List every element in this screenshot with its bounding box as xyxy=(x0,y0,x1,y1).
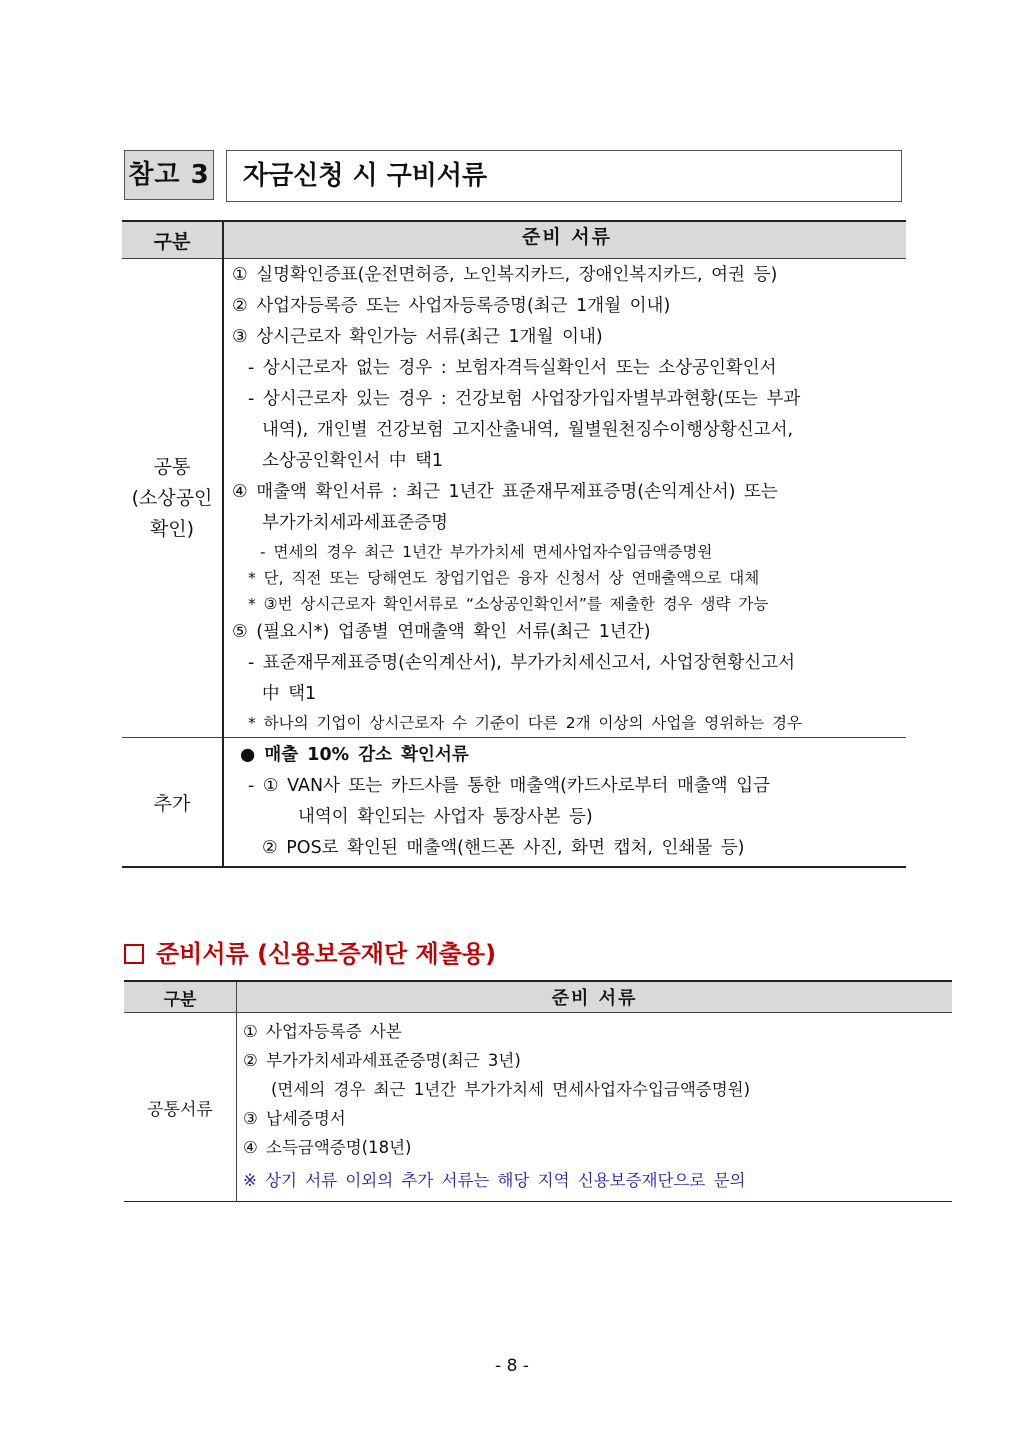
required-documents-table xyxy=(122,220,906,868)
checkbox-square-icon xyxy=(124,944,144,964)
doc-line: - 표준재무제표증명(손익계산서), 부가가치세신고서, 사업장현황신고서 xyxy=(248,653,796,673)
table-row-additional xyxy=(122,738,906,868)
table-row-common xyxy=(122,259,906,738)
doc-line: ⑤ (필요시*) 업종별 연매출액 확인 서류(최근 1년간) xyxy=(232,622,651,642)
section-heading xyxy=(124,934,496,974)
guarantee-foundation-documents-table xyxy=(124,980,952,1202)
doc-line: - ① VAN사 또는 카드사를 통한 매출액(카드사로부터 매출액 입금 xyxy=(248,776,771,796)
header-category: 구분 xyxy=(124,981,237,1013)
doc-line: ① 실명확인증표(운전면허증, 노인복지카드, 장애인복지카드, 여권 등) xyxy=(232,265,778,285)
doc-line: ① 사업자등록증 사본 xyxy=(243,1022,402,1041)
doc-line: ③ 상시근로자 확인가능 서류(최근 1개월 이내) xyxy=(232,327,603,347)
documents-cell-common xyxy=(223,259,906,738)
inquiry-note: ※ 상기 서류 이외의 추가 서류는 해당 지역 신용보증재단으로 문의 xyxy=(243,1171,746,1190)
header-documents: 준비 서류 xyxy=(237,981,953,1013)
category-cell-common xyxy=(122,259,223,738)
doc-line: 中 택1 xyxy=(262,684,317,704)
doc-line: ② POS로 확인된 매출액(핸드폰 사진, 화면 캡처, 인쇄물 등) xyxy=(262,838,745,858)
header-category: 구분 xyxy=(122,221,223,259)
documents-cell xyxy=(237,1013,953,1202)
table-row-common-documents xyxy=(124,1013,952,1202)
category-line: (소상공인 xyxy=(131,486,213,509)
page-number: - 8 - xyxy=(495,1356,529,1376)
table-header-row xyxy=(122,221,906,259)
doc-line: * 하나의 기업이 상시근로자 수 기준이 다른 2개 이상의 사업을 영위하는 경우 xyxy=(248,714,803,732)
doc-line: ● 매출 10% 감소 확인서류 xyxy=(240,745,469,765)
doc-line: - 상시근로자 있는 경우 : 건강보험 사업장가입자별부과현황(또는 부과 xyxy=(248,389,801,409)
doc-line: ② 사업자등록증 또는 사업자등록증명(최근 1개월 이내) xyxy=(232,296,671,316)
doc-line: 부가가치세과세표준증명 xyxy=(262,513,448,533)
section-heading-text: 준비서류 (신용보증재단 제출용) xyxy=(156,940,497,968)
documents-cell-additional xyxy=(223,738,906,868)
doc-line: ④ 소득금액증명(18년) xyxy=(243,1138,412,1157)
doc-line: * ③번 상시근로자 확인서류로 “소상공인확인서”를 제출한 경우 생략 가능 xyxy=(248,595,769,613)
category-line: 확인) xyxy=(149,517,195,540)
category-cell-additional: 추가 xyxy=(122,738,223,868)
table-header-row xyxy=(124,981,952,1013)
category-cell: 공통서류 xyxy=(124,1013,237,1202)
doc-line: 소상공인확인서 中 택1 xyxy=(262,451,443,471)
doc-line: * 단, 직전 또는 당해연도 창업기업은 융자 신청서 상 연매출액으로 대체 xyxy=(248,569,760,587)
reference-tag: 참고 3 xyxy=(124,150,214,200)
doc-line: ④ 매출액 확인서류 : 최근 1년간 표준재무제표증명(손익계산서) 또는 xyxy=(232,482,778,502)
page-title: 자금신청 시 구비서류 xyxy=(226,150,902,202)
category-line: 공통 xyxy=(153,455,191,478)
doc-line: 내역), 개인별 건강보험 고지산출내역, 월별원천징수이행상황신고서, xyxy=(262,420,794,440)
doc-line: - 상시근로자 없는 경우 : 보험자격득실확인서 또는 소상공인확인서 xyxy=(248,358,777,378)
doc-line: 내역이 확인되는 사업자 통장사본 등) xyxy=(298,807,593,827)
doc-line: (면세의 경우 최근 1년간 부가가치세 면세사업자수입금액증명원) xyxy=(271,1080,751,1099)
doc-line: - 면세의 경우 최근 1년간 부가가치세 면세사업자수입금액증명원 xyxy=(260,543,713,561)
doc-line: ② 부가가치세과세표준증명(최근 3년) xyxy=(243,1051,521,1070)
header-documents: 준비 서류 xyxy=(223,221,906,259)
doc-line: ③ 납세증명서 xyxy=(243,1109,346,1128)
